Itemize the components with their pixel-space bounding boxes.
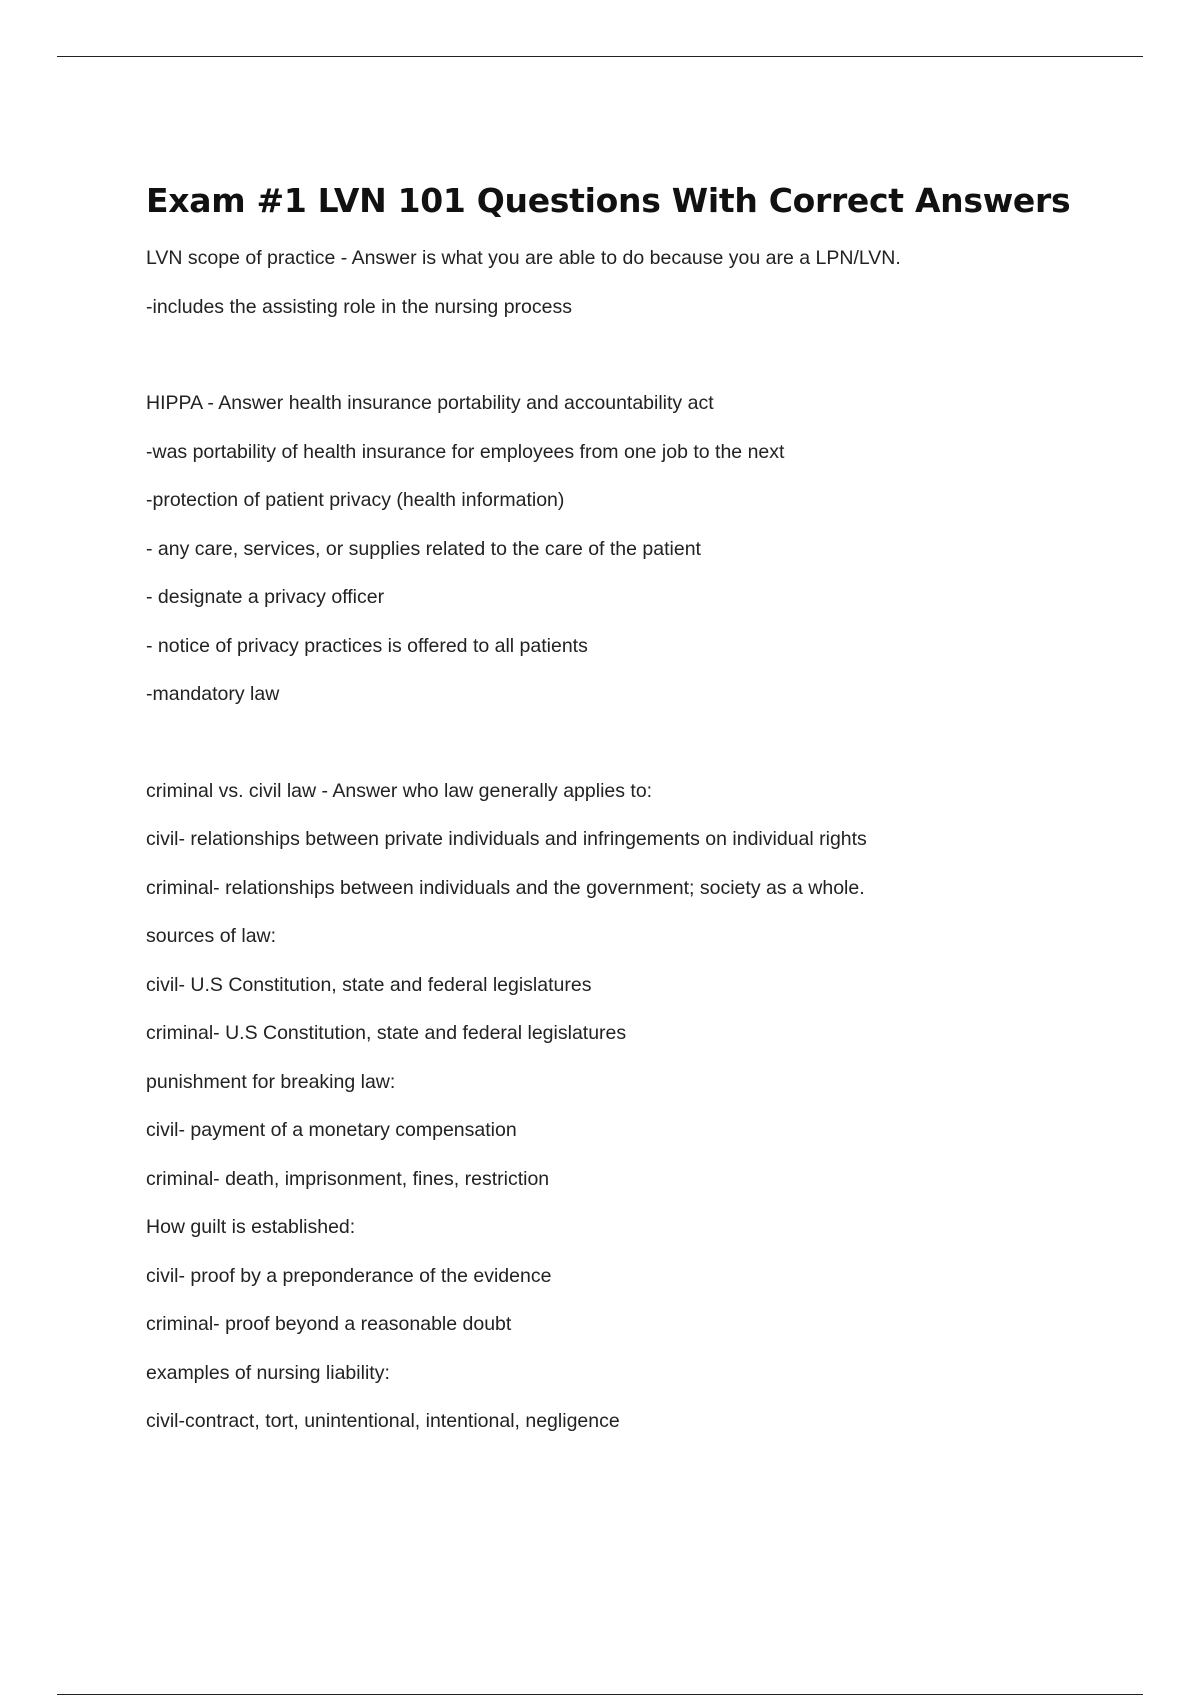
- paragraph-gap: [146, 331, 1146, 379]
- text-line: criminal- proof beyond a reasonable doubt: [146, 1313, 512, 1335]
- section-criminal-vs-civil-law: [146, 767, 1146, 1446]
- text-line: civil- proof by a preponderance of the evidence: [146, 1264, 552, 1287]
- section-lvn-scope: [146, 234, 1146, 331]
- text-line: -mandatory law: [146, 683, 280, 705]
- text-line: -was portability of health insurance for employees from one job to the next: [146, 440, 785, 463]
- document-title: Exam #1 LVN 101 Questions With Correct Answers: [146, 181, 1071, 220]
- footer-rule: [57, 1694, 1143, 1695]
- text-line: criminal- U.S Constitution, state and federal legislatures: [146, 1022, 627, 1044]
- text-line: How guilt is established:: [146, 1216, 356, 1238]
- text-line: civil- U.S Constitution, state and federal legislatures: [146, 973, 592, 996]
- paragraph-gap: [146, 719, 1146, 767]
- text-line: criminal vs. civil law - Answer who law generally applies to:: [146, 779, 653, 802]
- section-hippa: [146, 379, 1146, 719]
- text-line: criminal- death, imprisonment, fines, restriction: [146, 1167, 550, 1190]
- text-line: - designate a privacy officer: [146, 586, 385, 608]
- text-line: -includes the assisting role in the nursing process: [146, 295, 572, 318]
- text-line: civil- payment of a monetary compensation: [146, 1119, 517, 1141]
- text-line: civil- relationships between private individuals and infringements on individual rights: [146, 828, 867, 850]
- text-line: - notice of privacy practices is offered to all patients: [146, 634, 588, 657]
- text-line: - any care, services, or supplies related to the care of the patient: [146, 537, 701, 560]
- header-rule: [57, 56, 1143, 57]
- text-line: HIPPA - Answer health insurance portability and accountability act: [146, 392, 714, 414]
- text-line: sources of law:: [146, 925, 277, 947]
- text-line: criminal- relationships between individuals and the government; society as a whole.: [146, 876, 865, 899]
- document-body: [146, 176, 1146, 1446]
- text-line: LVN scope of practice - Answer is what you are able to do because you are a LPN/LVN.: [146, 247, 901, 269]
- text-line: -protection of patient privacy (health information): [146, 489, 565, 511]
- text-line: examples of nursing liability:: [146, 1361, 390, 1384]
- text-line: punishment for breaking law:: [146, 1070, 396, 1093]
- text-line: civil-contract, tort, unintentional, intentional, negligence: [146, 1410, 620, 1432]
